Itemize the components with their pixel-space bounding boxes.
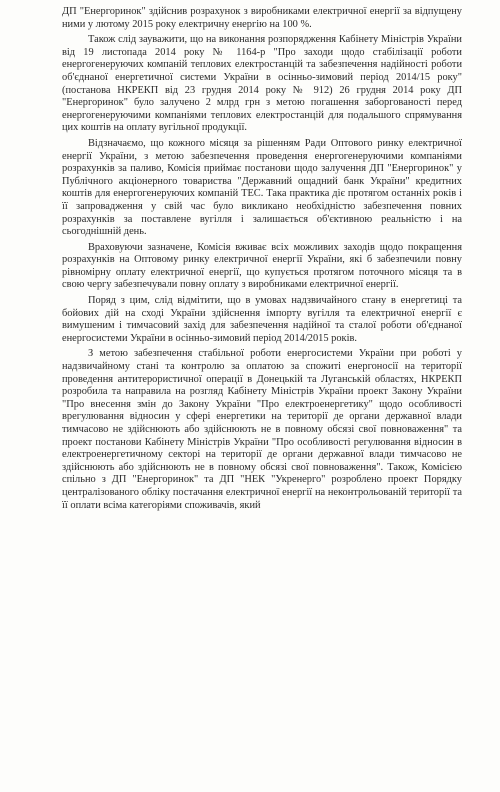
document-body [62, 6, 462, 515]
paragraph-5: Поряд з цим, слід відмітити, що в умовах надзвичайного стану в енергетиці та бойових дій на сході України здійснення імпорту вугілля та електричної енергії є вимушеним і тимчасовий захід для забезпечення надійної та сталої роботи об'єднаної енергосистеми України в осінньо-зимовий період 2014/2015 років. [62, 295, 462, 344]
paragraph-3: Відзначаємо, що кожного місяця за рішенням Ради Оптового ринку електричної енергії України, з метою забезпечення проведення енергогенеруючими компаніями розрахунків за паливо, Комісія приймає постанови щодо залучення ДП "Енергоринок" у Публічного акціонерного товариства "Державний ощадний банк України" кредитних коштів для енергогенеруючих компаній ТЕС. Така практика діє протягом останніх років і її запровадження у свій час було викликано необхідністю забезпечення повних розрахунків за поставлене вугілля і залишається об'єктивною реальністю і на сьогоднішній день. [62, 137, 462, 238]
paragraph-1: ДП "Енергоринок" здійснив розрахунок з виробниками електричної енергії за відпущену ними у лютому 2015 року електричну енергію на 100 %. [62, 6, 462, 30]
paragraph-2: Також слід зауважити, що на виконання розпорядження Кабінету Міністрів України від 19 листопада 2014 року № 1164-р "Про заходи щодо стабілізації роботи енергогенеруючих компаній теплових електростанцій та забезпечення надійності роботи об'єднаної енергетичної системи України в осінньо-зимовий період 2014/15 року" (постанова НКРЕКП від 23 грудня 2014 року № 912) 26 грудня 2014 року ДП "Енергоринок" було залучено 2 млрд грн з метою погашення заборгованості перед енергогенеруючими компаніями теплових електростанцій для подальшого спрямування цих коштів на оплату вугільної продукції. [62, 34, 462, 134]
paragraph-4: Враховуючи зазначене, Комісія вживає всіх можливих заходів щодо покращення розрахунків на Оптовому ринку електричної енергії України, які б забезпечили повну рівномірну оплату електричної енергії, що купується протягом поточного місяця та в свою чергу забезпечували повну оплату з виробниками електричної енергії. [62, 241, 462, 291]
paragraph-6: З метою забезпечення стабільної роботи енергосистеми України при роботі у надзвичайному стані та контролю за оплатою за спожиті енергоносії на території проведення антитерористичної операції в Донецькій та Луганській областях, НКРЕКП розробила та направила на розгляд Кабінету Міністрів України проект Закону України "Про внесення змін до Закону України "Про електроенергетику" щодо особливості врегулювання відносин у сфері енергетики на території де органи державної влади тимчасово не здійснюють або здійснюють не в повному обсязі свої повноваження" та проект постанови Кабінету Міністрів України "Про особливості регулювання відносин в електроенергетичному секторі на території де органи державної влади тимчасово не здійснюють або здійснюють не в повному обсязі свої повноваження". Також, Комісією спільно з ДП "Енергоринок" та ДП "НЕК "Укренерго" розроблено проект Порядку централізованого обліку постачання електричної енергії на неконтрольованій території та її оплати всіма категоріями споживачів, який [62, 348, 462, 511]
